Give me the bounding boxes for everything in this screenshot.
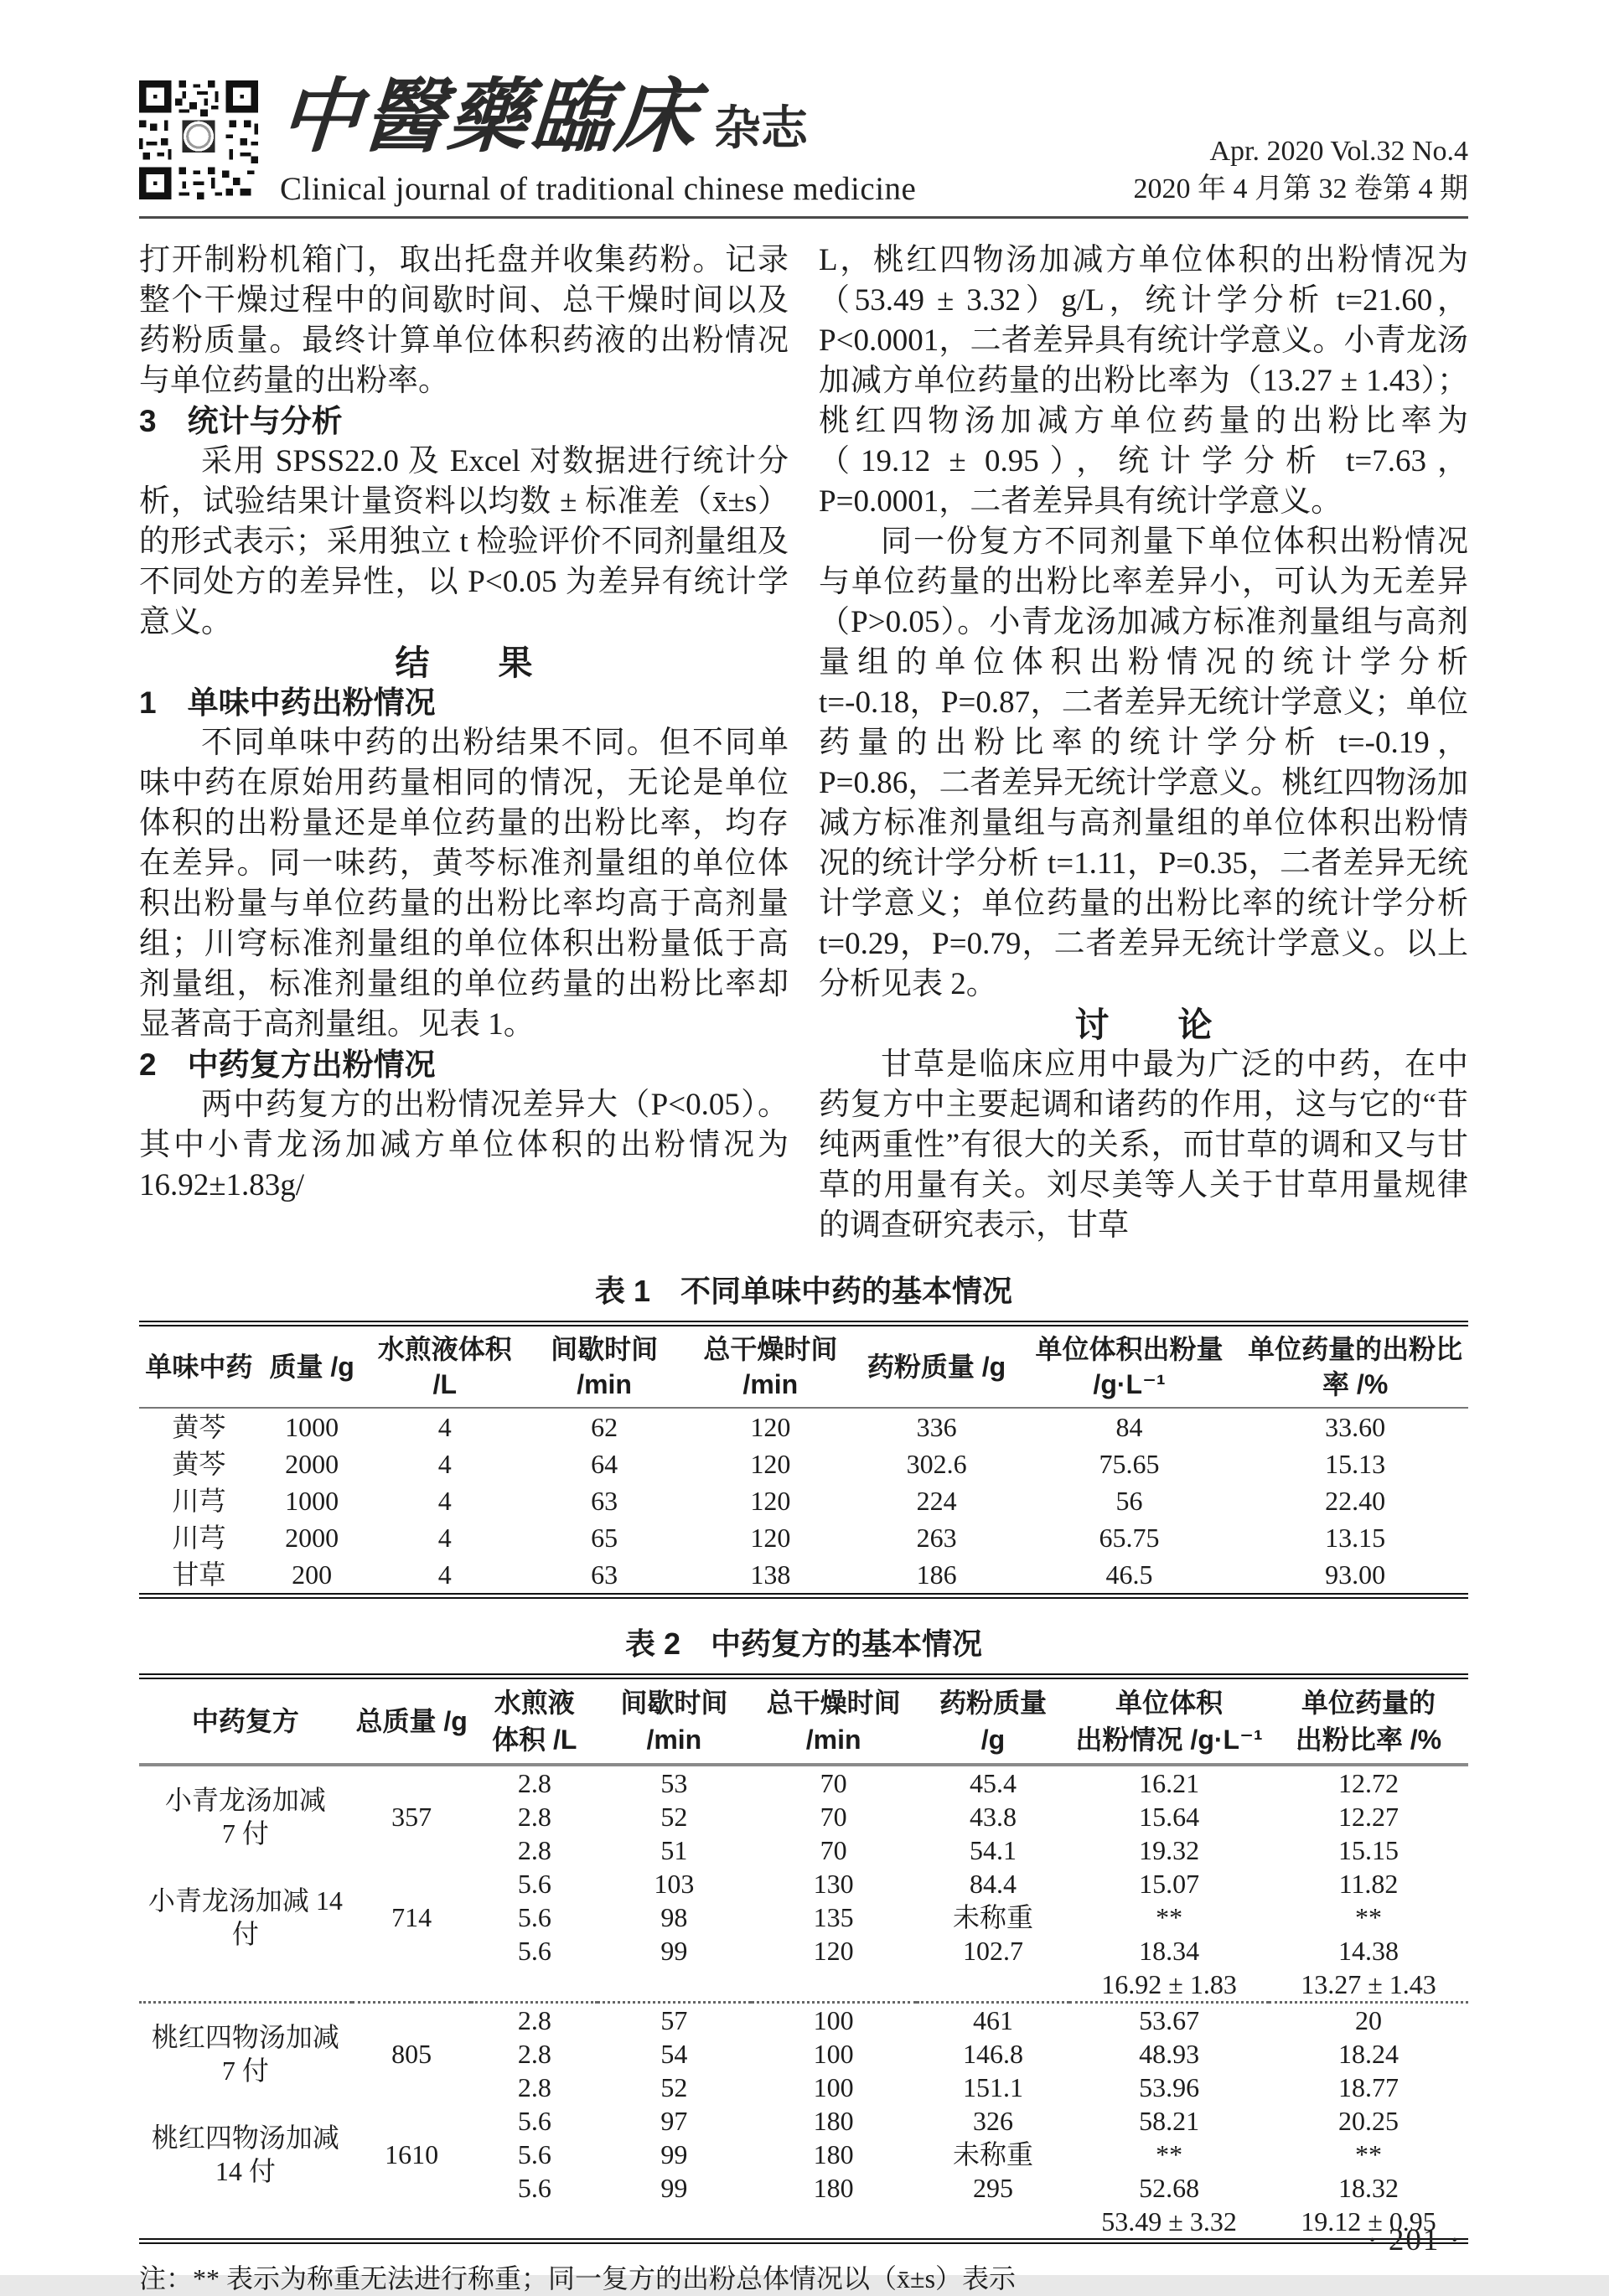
cell: 99 xyxy=(660,1936,688,1966)
cell: 180 xyxy=(813,2139,854,2169)
cell: 5.6 xyxy=(517,1902,551,1932)
cell: 151.1 xyxy=(962,2072,1023,2102)
cell: 2000 xyxy=(285,1523,339,1553)
summary-cell: 13.27 ± 1.43 xyxy=(1301,1969,1436,1999)
cell: ** xyxy=(1156,2139,1183,2169)
cell: 18.77 xyxy=(1338,2072,1399,2102)
summary-cell: 19.12 ± 0.95 xyxy=(1301,2206,1436,2237)
cell: 97 xyxy=(660,2106,688,2136)
cell: 4 xyxy=(437,1449,452,1479)
cell: 461 xyxy=(917,2003,1069,2038)
journal-title-block xyxy=(277,72,917,208)
cell: 302.6 xyxy=(906,1449,967,1479)
cell: 11.82 xyxy=(1338,1869,1399,1899)
table2 xyxy=(139,1673,1468,2244)
cell: 4 xyxy=(437,1559,452,1590)
cell: 120 xyxy=(750,1412,791,1442)
section-heading: 2 中药复方出粉情况 xyxy=(139,1047,436,1082)
cell: 22.40 xyxy=(1325,1486,1386,1516)
cell: 120 xyxy=(750,1486,791,1516)
table1-header-row xyxy=(139,1324,1468,1409)
column-header: 单位体积 出粉情况 /g·L⁻¹ xyxy=(1075,1688,1263,1755)
cell: 2000 xyxy=(285,1449,339,1479)
column-header: 水煎液 体积 /L xyxy=(492,1688,577,1755)
cell: 62 xyxy=(591,1412,618,1442)
table1 xyxy=(139,1321,1468,1599)
cell: 15.07 xyxy=(1139,1869,1200,1899)
cell: 19.32 xyxy=(1139,1835,1200,1865)
column-header: 总干燥时间 /min xyxy=(703,1334,838,1399)
cell: 5.6 xyxy=(517,1936,551,1966)
cell: 12.27 xyxy=(1338,1802,1399,1832)
cell: 53 xyxy=(660,1768,688,1798)
cell: 13.15 xyxy=(1325,1523,1386,1553)
cell: 18.24 xyxy=(1338,2039,1399,2069)
journal-title-english: Clinical journal of traditional chinese medicine xyxy=(280,171,917,207)
cell: 103 xyxy=(654,1869,695,1899)
results-heading: 结 果 xyxy=(395,644,533,682)
cell: 93.00 xyxy=(1325,1559,1386,1590)
cell: 52 xyxy=(660,1802,688,1832)
cell: 56 xyxy=(1115,1486,1143,1516)
cell: 180 xyxy=(813,2173,854,2203)
cell: 川芎 xyxy=(172,1523,226,1553)
cell: 52.68 xyxy=(1139,2173,1200,2203)
cell: 川芎 xyxy=(172,1486,226,1516)
cell: 100 xyxy=(813,2039,854,2069)
cell: 45.4 xyxy=(969,1768,1017,1798)
cell: 2.8 xyxy=(471,2003,598,2038)
cell: 4 xyxy=(437,1412,452,1442)
table-row xyxy=(139,1556,1468,1596)
issue-line-english: Apr. 2020 Vol.32 No.4 xyxy=(1209,136,1468,167)
cell: 5.6 xyxy=(517,1869,551,1899)
cell: 146.8 xyxy=(962,2039,1023,2069)
journal-title-suffix: 杂志 xyxy=(714,101,808,154)
paragraph: 同一份复方不同剂量下单位体积出粉情况与单位药量的出粉比率差异小，可认为无差异（P>0.05）。小青龙汤加减方标准剂量组与高剂量组的单位体积出粉情况的统计学分析 t=-0.18，P=0.87，二者差异无统计学意义；单位药量的出粉比率的统计学分析 t=-0.19，P=0.86，二者差异无统计学意义。桃红四物汤加减方标准剂量组与高剂量组的单位体积出粉情况的统计学分析 t=1.11，P=0.35，二者差异无统计学意义；单位药量的出粉比率的统计学分析 t=0.29，P=0.79，二者差异无统计学意义。以上分析见表 2。 xyxy=(819,525,1468,1001)
cell: 4 xyxy=(437,1523,452,1553)
cell: 12.72 xyxy=(1338,1768,1399,1798)
cell: 黄芩 xyxy=(172,1412,226,1442)
summary-row xyxy=(139,1968,1468,2003)
cell: 63 xyxy=(591,1486,618,1516)
cell: 357 xyxy=(391,1802,432,1832)
table-row xyxy=(139,1445,1468,1482)
cell: 20 xyxy=(1269,2003,1468,2038)
table2-header-row xyxy=(139,1677,1468,1766)
summary-cell: 53.49 ± 3.32 xyxy=(1101,2206,1237,2237)
cell xyxy=(139,1968,1069,2003)
cell: 18.32 xyxy=(1338,2173,1399,2203)
cell: 65.75 xyxy=(1099,1523,1160,1553)
cell: 54.1 xyxy=(969,1835,1017,1865)
cell: 54 xyxy=(660,2039,688,2069)
column-header: 质量 /g xyxy=(269,1352,354,1382)
cell: 295 xyxy=(972,2173,1013,2203)
cell: 2.8 xyxy=(517,1835,551,1865)
cell: 15.15 xyxy=(1338,1835,1399,1865)
cell: 120 xyxy=(813,1936,854,1966)
journal-brand xyxy=(139,72,917,208)
cell: 100 xyxy=(751,2003,917,2038)
column-header: 总质量 /g xyxy=(355,1706,468,1736)
table1-title: 表 1 不同单味中药的基本情况 xyxy=(594,1274,1013,1308)
cell: 98 xyxy=(660,1902,688,1932)
cell: 336 xyxy=(916,1412,957,1442)
discussion-heading: 讨 论 xyxy=(1074,1006,1213,1044)
cell: 2.8 xyxy=(517,1802,551,1832)
cell: 2.8 xyxy=(517,1768,551,1798)
paragraph: 采用 SPSS22.0 及 Excel 对数据进行统计分析，试验结果计量资料以均数 ± 标准差（x̄±s）的形式表示；采用独立 t 检验评价不同剂量组及不同处方的差异性，以 P<0.05 为差异有统计学意义。 xyxy=(139,444,789,639)
column-header: 水煎液体积 /L xyxy=(377,1334,512,1399)
cell: 58.21 xyxy=(1139,2106,1200,2136)
table-row xyxy=(139,2104,1468,2138)
summary-row xyxy=(139,2205,1468,2242)
cell: 63 xyxy=(591,1559,618,1590)
column-header: 中药复方 xyxy=(191,1706,299,1736)
paragraph: 打开制粉机箱门，取出托盘并收集药粉。记录整个干燥过程中的间歇时间、总干燥时间以及药粉质量。最终计算单位体积药液的出粉情况与单位药量的出粉率。 xyxy=(139,243,789,398)
cell: ** xyxy=(1355,1902,1383,1932)
cell: 46.5 xyxy=(1105,1559,1153,1590)
cell: 84.4 xyxy=(969,1869,1017,1899)
cell: 4 xyxy=(437,1486,452,1516)
compound-label: 小青龙汤加减 7 付 xyxy=(164,1785,326,1849)
cell: 15.13 xyxy=(1325,1449,1386,1479)
cell: 52 xyxy=(660,2072,688,2102)
issue-line-chinese: 2020 年 4 月第 32 卷第 4 期 xyxy=(1133,173,1468,204)
cell: 70 xyxy=(820,1835,847,1865)
cell: 263 xyxy=(916,1523,957,1553)
compound-label: 小青龙汤加减 14 付 xyxy=(147,1885,343,1949)
cell: 102.7 xyxy=(962,1936,1023,1966)
cell: 70 xyxy=(820,1768,847,1798)
cell: 65 xyxy=(591,1523,618,1553)
cell: 43.8 xyxy=(969,1802,1017,1832)
cell: 5.6 xyxy=(517,2106,551,2136)
cell: 120 xyxy=(750,1523,791,1553)
cell: 100 xyxy=(813,2072,854,2102)
cell: 326 xyxy=(972,2106,1013,2136)
cell: 99 xyxy=(660,2139,688,2169)
cell: 135 xyxy=(813,1902,854,1932)
cell: 未称重 xyxy=(952,1902,1033,1932)
table-row xyxy=(139,1482,1468,1519)
journal-title-calligraphy: 中醫藥臨床 xyxy=(277,72,702,162)
cell: 33.60 xyxy=(1325,1412,1386,1442)
cell: 805 xyxy=(352,2003,472,2105)
cell: 57 xyxy=(598,2003,750,2038)
article-body xyxy=(139,240,1468,1246)
column-header: 药粉质量 /g xyxy=(939,1688,1047,1755)
column-header: 总干燥时间 /min xyxy=(766,1688,901,1755)
paragraph: L，桃红四物汤加减方单位体积的出粉情况为（53.49 ± 3.32）g/L，统计学分析 t=21.60，P<0.0001，二者差异具有统计学意义。小青龙汤加减方单位药量的出粉比率为（13.27 ± 1.43）；桃红四物汤加减方单位药量的出粉比率为（19.12 ± 0.95），统计学分析 t=7.63，P=0.0001，二者差异具有统计学意义。 xyxy=(819,243,1468,519)
page-number: · 201 · xyxy=(1367,2223,1462,2257)
cell: 1000 xyxy=(285,1486,339,1516)
column-header: 单位药量的 出粉比率 /% xyxy=(1295,1688,1442,1755)
cell: 120 xyxy=(750,1449,791,1479)
cell: 1000 xyxy=(285,1412,339,1442)
cell: 714 xyxy=(391,1902,432,1932)
cell: 64 xyxy=(591,1449,618,1479)
cell: ** xyxy=(1355,2139,1383,2169)
cell: 180 xyxy=(813,2106,854,2136)
cell: 15.64 xyxy=(1139,1802,1200,1832)
qr-code-icon xyxy=(139,77,258,203)
cell: 70 xyxy=(820,1802,847,1832)
cell: ** xyxy=(1156,1902,1183,1932)
cell: 16.21 xyxy=(1139,1768,1200,1798)
page-header xyxy=(139,72,1468,208)
cell: 黄芩 xyxy=(172,1449,226,1479)
cell: 75.65 xyxy=(1099,1449,1160,1479)
cell: 2.8 xyxy=(517,2039,551,2069)
column-header: 间歇时间 /min xyxy=(551,1334,659,1399)
cell: 138 xyxy=(750,1559,791,1590)
paragraph: 甘草是临床应用中最为广泛的中药，在中药复方中主要起调和诸药的作用，这与它的“苷纯两重性”有很大的关系，而甘草的调和又与甘草的用量有关。刘尽美等人关于甘草用量规律的调查研究表示，甘草 xyxy=(819,1047,1468,1243)
right-column xyxy=(819,240,1468,1246)
cell: 20.25 xyxy=(1338,2106,1399,2136)
cell: 2.8 xyxy=(517,2072,551,2102)
cell: 186 xyxy=(916,1559,957,1590)
paragraph: 不同单味中药的出粉结果不同。但不同单味中药在原始用药量相同的情况，无论是单位体积的出粉量还是单位药量的出粉比率，均存在差异。同一味药，黄芩标准剂量组的单位体积出粉量与单位药量的出粉比率均高于高剂量组；川穹标准剂量组的单位体积出粉量低于高剂量组，标准剂量组的单位药量的出粉比率却显著高于高剂量组。见表 1。 xyxy=(139,726,789,1042)
section-heading: 1 单味中药出粉情况 xyxy=(139,685,436,720)
table-row xyxy=(139,1867,1468,1900)
cell: 200 xyxy=(292,1559,333,1590)
cell xyxy=(139,2205,1069,2242)
table-row xyxy=(139,1408,1468,1445)
summary-cell: 16.92 ± 1.83 xyxy=(1101,1969,1237,1999)
table-row xyxy=(139,2003,1468,2038)
table2-title: 表 2 中药复方的基本情况 xyxy=(624,1626,983,1661)
cell: 14.38 xyxy=(1338,1936,1399,1966)
table-row xyxy=(139,1519,1468,1556)
cell: 未称重 xyxy=(952,2139,1033,2169)
cell: 53.96 xyxy=(1139,2072,1200,2102)
cell: 84 xyxy=(1115,1412,1143,1442)
column-header: 单位药量的出粉比率 /% xyxy=(1248,1334,1463,1399)
cell: 224 xyxy=(916,1486,957,1516)
cell: 18.34 xyxy=(1139,1936,1200,1966)
table2-footnote: 注：** 表示为称重无法进行称重；同一复方的出粉总体情况以（x̄±s）表示 xyxy=(139,2263,1017,2293)
issue-info xyxy=(1134,132,1469,208)
cell: 51 xyxy=(660,1835,688,1865)
column-header: 单味中药 xyxy=(145,1352,253,1382)
column-header: 间歇时间 /min xyxy=(620,1688,728,1755)
cell: 5.6 xyxy=(517,2139,551,2169)
compound-label: 桃红四物汤加减 14 付 xyxy=(151,2123,339,2186)
cell: 5.6 xyxy=(517,2173,551,2203)
cell: 130 xyxy=(813,1869,854,1899)
column-header: 单位体积出粉量 /g·L⁻¹ xyxy=(1035,1334,1224,1399)
section-heading: 3 统计与分析 xyxy=(139,404,343,438)
cell: 甘草 xyxy=(172,1559,226,1590)
table-row xyxy=(139,1765,1468,1800)
cell: 53.67 xyxy=(1069,2003,1269,2038)
cell: 99 xyxy=(660,2173,688,2203)
cell: 1610 xyxy=(385,2139,439,2169)
column-header: 药粉质量 /g xyxy=(867,1352,1006,1382)
header-divider xyxy=(139,216,1468,219)
paragraph: 两中药复方的出粉情况差异大（P<0.05）。其中小青龙汤加减方单位体积的出粉情况为 16.92±1.83g/ xyxy=(139,1088,789,1202)
cell: 48.93 xyxy=(1139,2039,1200,2069)
compound-label: 桃红四物汤加减 7 付 xyxy=(139,2003,352,2105)
left-column xyxy=(139,240,789,1246)
